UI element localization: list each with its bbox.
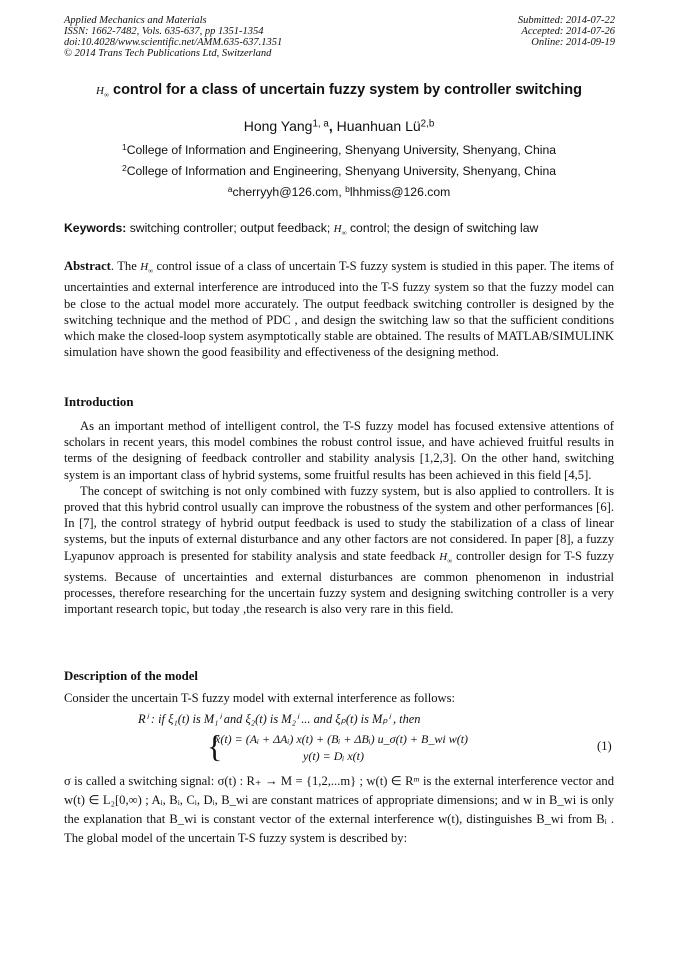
equation-brace: { — [207, 728, 223, 764]
journal-issn: ISSN: 1662-7482, Vols. 635-637, pp 1351-1354 — [64, 26, 264, 37]
equation-1 — [207, 728, 469, 765]
abstract: Abstract. The $H_\infty$ control issue of a class of uncertain T-S fuzzy system is studied in this paper. The items of uncertainties and external interference are introduced into the T-S fuzzy system so that the fuzzy model can be close to the actual model more accurately. The output feedback switching controller is designed by the switching technique and the method of PDC , and design the switching law so that the sufficient conditions which make the closed-loop system asymptotically stable are obtained. The results of MATLAB/SIMULINK simulation have shown the good feasibility and effectiveness of the designing method. — [64, 259, 614, 360]
journal-doi: doi:10.4028/www.scientific.net/AMM.635-637.1351 — [64, 37, 283, 48]
publication-dates — [518, 15, 615, 48]
date-accepted: Accepted: 2014-07-26 — [521, 26, 615, 37]
output-equation: y(t) = Dᵢ x(t) — [303, 749, 364, 763]
affiliation-2: $^2$College of Information and Engineering, Shenyang University, Shenyang, China — [121, 163, 557, 178]
paper-title: $H_\infty$ control for a class of uncertain fuzzy system by controller switching — [96, 82, 582, 100]
introduction-text — [64, 418, 614, 618]
h-infinity-symbol: $H_\infty$ — [96, 85, 109, 100]
journal-name: Applied Mechanics and Materials — [64, 15, 207, 26]
intro-paragraph-2: The concept of switching is not only combined with fuzzy system, but is also applied to controllers. It is proved that this hybrid control usually can improve the robustness of the system and other performances [6]. In [7], the control strategy of hybrid output feedback is used to study the stabilization of a class of linear systems, but the inputs of external disturbance and any other factors are not considered. In paper [8], a fuzzy Lyapunov approach is presented for stability analysis and state feedback $H_\infty$ controller design for T-S fuzzy systems. Because of uncertainties and external disturbances are common phenomenon in industrial processes, therefore researching for the uncertain fuzzy system and designing switching controller is a very important research topic, but today ,the research is also very rare in this field. — [64, 483, 614, 617]
keywords: Keywords: switching controller; output feedback; $H_\infty$ control; the design of switching law — [64, 221, 539, 238]
author-emails: $^a$cherryyh@126.com, $^b$lhhmiss@126.com — [227, 184, 451, 199]
affiliation-1: $^1$College of Information and Engineering, Shenyang University, Shenyang, China — [121, 142, 557, 157]
date-online: Online: 2014-09-19 — [531, 37, 615, 48]
author-list: Hong Yang$^{1, a}$, Huanhuan Lü$^{2,b}$ — [243, 118, 435, 134]
journal-copyright: © 2014 Trans Tech Publications Ltd, Switzerland — [64, 48, 272, 59]
section-heading-model: Description of the model — [64, 669, 198, 683]
section-heading-introduction: Introduction — [64, 395, 134, 409]
author-1: Hong Yang — [243, 118, 313, 134]
author-2: Huanhuan Lü — [336, 118, 421, 134]
journal-info — [64, 15, 282, 59]
date-submitted: Submitted: 2014-07-22 — [517, 15, 615, 26]
intro-paragraph-1: As an important method of intelligent control, the T-S fuzzy model has focused extensive attentions of scholars in recent years, this model combines the robust control issue, and have achieved fruitful results in terms of the designing of feedback controller and stability analysis [1,2,3]. On the other hand, switching system is an important class of hybrid systems, some fruitful results has been achieved in this field [4,5]. — [64, 419, 614, 482]
fuzzy-rule: Rⁱ : if ξ₁(t) is M₁ⁱ and ξ₂(t) is M₂ⁱ ... and ξₚ(t) is Mₚⁱ , then — [138, 712, 421, 726]
model-intro: Consider the uncertain T-S fuzzy model with external interference as follows: — [64, 691, 455, 705]
state-equation: ẋ(t) = (Aᵢ + ΔAᵢ) x(t) + (Bᵢ + ΔBᵢ) u_σ(t) + B_wi w(t) — [215, 732, 469, 746]
model-description: σ is called a switching signal: σ(t) : R₊ → M = {1,2,...m} ; w(t) ∈ Rᵐ is the external interference vector and w(t) ∈ L₂[0,∞) ; Aᵢ, Bᵢ, Cᵢ, Dᵢ, B_wi are constant matrices of appropriate dimensions; and w in B_wi is only the explanation that B_wi is constant vector of the external interference w(t), distinguishes B_wi from Bᵢ . The global model of the uncertain T-S fuzzy system is described by: — [64, 774, 614, 845]
equation-number: (1) — [597, 739, 612, 753]
